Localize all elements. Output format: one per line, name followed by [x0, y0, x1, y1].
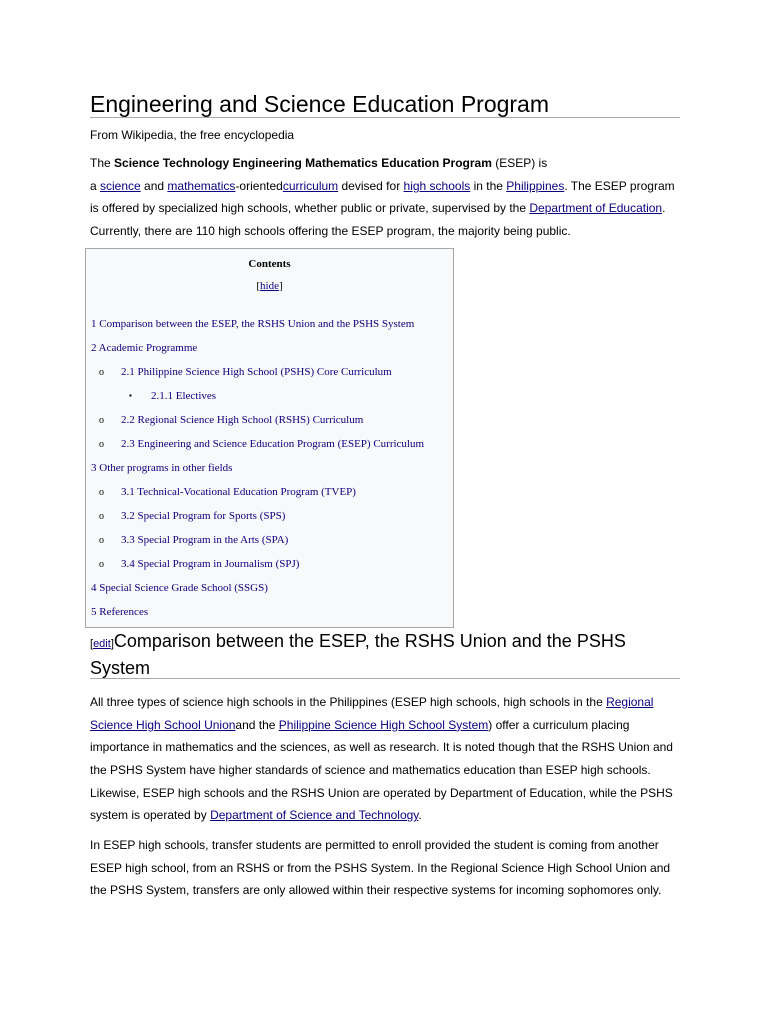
- toc-item-2[interactable]: 2 Academic Programme: [91, 342, 198, 354]
- section-paragraph-2: [90, 834, 690, 902]
- toc-item-3-2[interactable]: 3.2 Special Program for Sports (SPS): [121, 510, 286, 522]
- paragraph-line: [90, 804, 690, 827]
- intro-line: Currently, there are 110 high schools offering the ESEP program, the majority being public.: [90, 224, 571, 239]
- bullet-circle: o: [99, 535, 104, 546]
- section-divider: [90, 678, 680, 679]
- section-heading-text: System: [90, 658, 151, 678]
- bullet-circle: o: [99, 559, 104, 570]
- link-department-of-science-and-technology[interactable]: Department of Science and Technology: [210, 808, 419, 823]
- toc-item-2-3[interactable]: 2.3 Engineering and Science Education Program (ESEP) Curriculum: [121, 438, 425, 450]
- paragraph-line: the PSHS System, transfers are only allowed within their respective systems for incoming sophomores only.: [90, 883, 662, 898]
- paragraph-line: Likewise, ESEP high schools and the RSHS Union are operated by Department of Education, while the PSHS: [90, 785, 673, 800]
- toc-item-3[interactable]: 3 Other programs in other fields: [91, 462, 233, 474]
- text: a: [90, 178, 101, 193]
- text: (ESEP) is: [491, 156, 548, 170]
- bullet-circle: o: [99, 511, 104, 522]
- table-of-contents: [85, 248, 454, 628]
- link-department-of-education[interactable]: Department of Education: [529, 201, 663, 216]
- text: and the: [235, 717, 279, 732]
- toc-item-3-3[interactable]: 3.3 Special Program in the Arts (SPA): [121, 534, 289, 546]
- toc-item-2-1-1[interactable]: 2.1.1 Electives: [151, 390, 217, 402]
- intro-paragraph: [90, 152, 690, 243]
- link-curriculum[interactable]: curriculum: [282, 178, 339, 193]
- text: and: [140, 178, 168, 193]
- section-heading-text: Comparison between the ESEP, the RSHS Union and the PSHS: [113, 631, 626, 651]
- toc-hide-control: [86, 280, 453, 292]
- bold-term: Science Technology Engineering Mathematics Education Program: [114, 156, 492, 170]
- bracket: ]: [278, 280, 283, 292]
- link-high-schools[interactable]: high schools: [403, 178, 471, 193]
- paragraph-line: the PSHS System have higher standards of science and mathematics education than ESEP high schools.: [90, 763, 651, 778]
- text: .: [662, 201, 666, 216]
- bracket: [: [90, 638, 94, 650]
- link-science[interactable]: science: [100, 178, 141, 193]
- bracket: ]: [110, 638, 114, 650]
- text: is offered by specialized high schools, whether public or private, supervised by the: [90, 201, 530, 216]
- link-regional-science-high-school-union[interactable]: Regional: [606, 695, 654, 709]
- edit-section-link[interactable]: edit: [93, 638, 111, 650]
- toc-item-4[interactable]: 4 Special Science Grade School (SSGS): [91, 582, 268, 594]
- text: -oriented: [235, 178, 283, 193]
- paragraph-line: importance in mathematics and the sciences, as well as research. It is noted though that the RSHS Union and: [90, 740, 673, 755]
- link-mathematics[interactable]: mathematics: [167, 178, 236, 193]
- page-subtitle: From Wikipedia, the free encyclopedia: [90, 128, 295, 142]
- text: The: [90, 156, 115, 170]
- text: .: [418, 808, 422, 823]
- edit-section-control: [90, 638, 114, 650]
- paragraph-line: ESEP high school, from an RSHS or from the PSHS System. In the Regional Science High School Union and: [90, 860, 671, 875]
- text: All three types of science high schools in the Philippines (ESEP high schools, high schools in the: [90, 695, 607, 709]
- toc-title: Contents: [248, 258, 291, 270]
- text: ) offer a curriculum placing: [488, 717, 630, 732]
- toc-item-5[interactable]: 5 References: [91, 606, 149, 618]
- text: in the: [470, 178, 507, 193]
- toc-item-2-2[interactable]: 2.2 Regional Science High School (RSHS) Curriculum: [121, 414, 364, 426]
- bullet-circle: o: [99, 439, 104, 450]
- bracket: [: [256, 280, 261, 292]
- intro-line: [90, 152, 690, 175]
- bullet-circle: o: [99, 367, 104, 378]
- page-title: Engineering and Science Education Program: [90, 91, 550, 117]
- paragraph-line: In ESEP high schools, transfer students are permitted to enroll provided the student is coming from another: [90, 838, 659, 852]
- paragraph-line: [90, 691, 690, 714]
- paragraph-line: [90, 714, 690, 737]
- link-philippines[interactable]: Philippines: [506, 178, 565, 193]
- intro-line: [90, 175, 690, 198]
- text: . The ESEP program: [564, 178, 675, 193]
- section-paragraph-1: [90, 691, 690, 827]
- toc-item-3-1[interactable]: 3.1 Technical-Vocational Education Program (TVEP): [121, 486, 356, 498]
- toc-item-2-1[interactable]: 2.1 Philippine Science High School (PSHS) Core Curriculum: [121, 366, 392, 378]
- text: devised for: [338, 178, 404, 193]
- bullet-circle: o: [99, 487, 104, 498]
- intro-line: [90, 197, 690, 220]
- toc-item-1[interactable]: 1 Comparison between the ESEP, the RSHS Union and the PSHS System: [91, 318, 415, 330]
- toc-hide-link[interactable]: hide: [260, 280, 279, 292]
- link-regional-science-high-school-union[interactable]: Science High School Union: [90, 717, 236, 732]
- bullet-circle: o: [99, 415, 104, 426]
- link-philippine-science-high-school-system[interactable]: Philippine Science High School System: [278, 717, 489, 732]
- section-heading: [90, 629, 690, 680]
- bullet-square: ▪: [129, 391, 132, 400]
- text: system is operated by: [90, 808, 211, 823]
- toc-item-3-4[interactable]: 3.4 Special Program in Journalism (SPJ): [121, 558, 300, 570]
- title-divider: [90, 117, 680, 118]
